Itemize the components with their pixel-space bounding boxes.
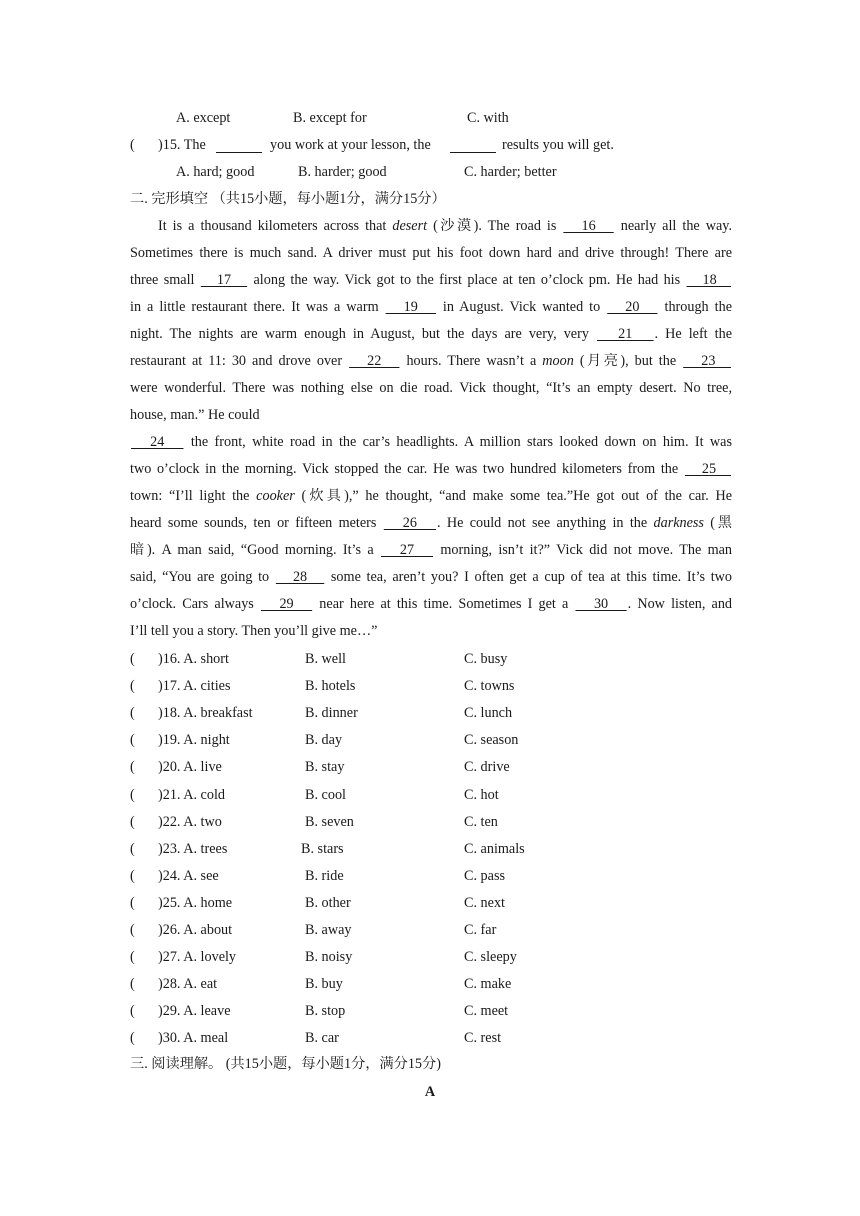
passage-line-16: I’ll tell you a story. Then you’ll give me…” (130, 623, 378, 639)
text: near here at this time. Sometimes I get a (313, 596, 575, 612)
option-b: B. dinner (305, 705, 358, 721)
option-b: B. buy (305, 976, 343, 992)
question-label-option-a: )19. A. night (158, 732, 230, 748)
passage-line-14 (130, 567, 732, 587)
option-b: B. stop (305, 1003, 346, 1019)
q14-option-b: B. except for (293, 110, 367, 126)
option-b: B. ride (305, 868, 344, 884)
q15-number: )15. The (158, 137, 206, 153)
text: nearly all the way. (614, 218, 732, 234)
answer-paren[interactable]: ( (130, 976, 135, 992)
answer-paren[interactable]: ( (130, 1030, 135, 1046)
cooker-word: cooker (256, 488, 295, 504)
q15-option-a: A. hard; good (176, 164, 255, 180)
text: (炊具),” he thought, “and make some tea.”He got out of the car. He (294, 488, 732, 504)
text: the front, white road in the car’s headlights. A million stars looked down on him. It was (184, 434, 733, 450)
passage-line-12 (130, 513, 732, 533)
option-c: C. ten (464, 814, 498, 830)
option-c: C. busy (464, 651, 508, 667)
question-label-option-a: )30. A. meal (158, 1030, 229, 1046)
answer-paren[interactable]: ( (130, 759, 135, 775)
option-c: C. make (464, 976, 512, 992)
blank-30[interactable]: 30 (575, 596, 627, 612)
text: 暗). A man said, “Good morning. It’s a (130, 542, 380, 558)
text: in a little restaurant there. It was a warm (130, 299, 385, 315)
option-c: C. lunch (464, 705, 513, 721)
passage-line-3 (130, 270, 732, 290)
option-b: B. stay (305, 759, 345, 775)
question-label-option-a: )24. A. see (158, 868, 219, 884)
passage-line-2: Sometimes there is much sand. A driver must put his foot down hard and drive through! There are (130, 245, 732, 261)
option-c: C. towns (464, 678, 515, 694)
q15-option-c: C. harder; better (464, 164, 557, 180)
option-b: B. hotels (305, 678, 356, 694)
option-b: B. day (305, 732, 343, 748)
answer-paren[interactable]: ( (130, 895, 135, 911)
text: along the way. Vick got to the first place at ten o’clock pm. He had his (248, 272, 686, 288)
passage-line-11 (130, 486, 732, 506)
q14-option-c: C. with (467, 110, 509, 126)
desert-word: desert (392, 218, 428, 234)
q15-mid: you work at your lesson, the (270, 137, 431, 153)
blank-26[interactable]: 26 (383, 515, 436, 531)
question-label-option-a: )27. A. lovely (158, 949, 237, 965)
answer-paren[interactable]: ( (130, 651, 135, 667)
option-c: C. rest (464, 1030, 502, 1046)
q15-blank-1[interactable] (216, 138, 262, 153)
passage-line-1 (158, 216, 732, 236)
question-label-option-a: )17. A. cities (158, 678, 231, 694)
passage-line-8: house, man.” He could (130, 407, 260, 423)
blank-19[interactable]: 19 (385, 299, 436, 315)
answer-paren[interactable]: ( (130, 868, 135, 884)
question-label-option-a: )29. A. leave (158, 1003, 231, 1019)
question-label-option-a: )26. A. about (158, 922, 233, 938)
darkness-word: darkness (653, 515, 704, 531)
blank-21[interactable]: 21 (596, 326, 654, 342)
text: town: “I’ll light the (130, 488, 257, 504)
text: through the (658, 299, 732, 315)
option-b: B. seven (305, 814, 354, 830)
option-c: C. animals (464, 841, 525, 857)
answer-paren[interactable]: ( (130, 1003, 135, 1019)
option-b: B. cool (305, 787, 346, 803)
q15-blank-2[interactable] (450, 138, 496, 153)
q15-end: results you will get. (502, 137, 614, 153)
section-2-title: 二. 完形填空 （共15小题，每小题1分，满分15分） (130, 191, 446, 207)
question-label-option-a: )21. A. cold (158, 787, 225, 803)
text: . He could not see anything in the (436, 515, 654, 531)
blank-27[interactable]: 27 (380, 542, 434, 558)
option-c: C. sleepy (464, 949, 517, 965)
option-c: C. drive (464, 759, 510, 775)
blank-24[interactable]: 24 (131, 434, 184, 450)
blank-23[interactable]: 23 (683, 353, 732, 369)
option-c: C. far (464, 922, 497, 938)
blank-20[interactable]: 20 (607, 299, 658, 315)
q14-option-a: A. except (176, 110, 231, 126)
moon-word: moon (542, 353, 574, 369)
blank-17[interactable]: 17 (200, 272, 248, 288)
question-label-option-a: )20. A. live (158, 759, 222, 775)
option-c: C. meet (464, 1003, 509, 1019)
text: some tea, aren’t you? I often get a cup of tea at this time. It’s two (325, 569, 733, 585)
q15-paren: ( (130, 137, 135, 153)
text: It is a thousand kilometers across that (158, 218, 393, 234)
passage-line-9 (130, 432, 732, 452)
answer-paren[interactable]: ( (130, 922, 135, 938)
question-label-option-a: )22. A. two (158, 814, 222, 830)
text: hours. There wasn’t a (400, 353, 543, 369)
text: morning, isn’t it?” Vick did not move. The man (434, 542, 733, 558)
option-c: C. hot (464, 787, 499, 803)
blank-25[interactable]: 25 (684, 461, 732, 477)
answer-paren[interactable]: ( (130, 949, 135, 965)
option-b: B. noisy (305, 949, 353, 965)
blank-16[interactable]: 16 (563, 218, 614, 234)
text: three small (130, 272, 200, 288)
text: (黑 (703, 515, 732, 531)
option-b: B. well (305, 651, 346, 667)
blank-22[interactable]: 22 (349, 353, 400, 369)
passage-line-6 (130, 351, 732, 371)
passage-line-15 (130, 594, 732, 614)
passage-line-7: were wonderful. There was nothing else on die road. Vick thought, “It’s an empty desert. No tree, (130, 380, 732, 396)
blank-29[interactable]: 29 (260, 596, 313, 612)
option-c: C. pass (464, 868, 505, 884)
blank-28[interactable]: 28 (275, 569, 325, 585)
answer-paren[interactable]: ( (130, 732, 135, 748)
option-c: C. season (464, 732, 519, 748)
answer-paren[interactable]: ( (130, 787, 135, 803)
text: in August. Vick wanted to (436, 299, 607, 315)
answer-paren[interactable]: ( (130, 705, 135, 721)
answer-paren[interactable]: ( (130, 841, 135, 857)
question-label-option-a: )25. A. home (158, 895, 233, 911)
passage-line-4 (130, 297, 732, 317)
text: . Now listen, and (627, 596, 733, 612)
q15-option-b: B. harder; good (298, 164, 387, 180)
passage-line-5 (130, 324, 732, 344)
section-3-title: 三. 阅读理解。 (共15小题，每小题1分，满分15分) (130, 1056, 441, 1072)
option-c: C. next (464, 895, 505, 911)
text: o’clock. Cars always (130, 596, 260, 612)
text: heard some sounds, ten or fifteen meters (130, 515, 383, 531)
text: two o’clock in the morning. Vick stopped the car. He was two hundred kilometers from the (130, 461, 684, 477)
option-b: B. car (305, 1030, 339, 1046)
answer-paren[interactable]: ( (130, 678, 135, 694)
passage-line-13 (130, 540, 732, 560)
question-label-option-a: )28. A. eat (158, 976, 218, 992)
answer-paren[interactable]: ( (130, 814, 135, 830)
text: (月亮), but the (573, 353, 683, 369)
text: said, “You are going to (130, 569, 275, 585)
option-b: B. stars (301, 841, 344, 857)
section-3-subtitle: A (424, 1084, 436, 1100)
text: night. The nights are warm enough in August, but the days are very, very (130, 326, 596, 342)
option-b: B. away (305, 922, 352, 938)
text: restaurant at 11: 30 and drove over (130, 353, 349, 369)
q15-stem (130, 135, 732, 155)
question-label-option-a: )18. A. breakfast (158, 705, 253, 721)
text: . He left the (654, 326, 733, 342)
text: (沙漠). The road is (427, 218, 563, 234)
passage-line-10 (130, 459, 732, 479)
option-b: B. other (305, 895, 351, 911)
blank-18[interactable]: 18 (686, 272, 732, 288)
question-label-option-a: )16. A. short (158, 651, 229, 667)
question-label-option-a: )23. A. trees (158, 841, 228, 857)
